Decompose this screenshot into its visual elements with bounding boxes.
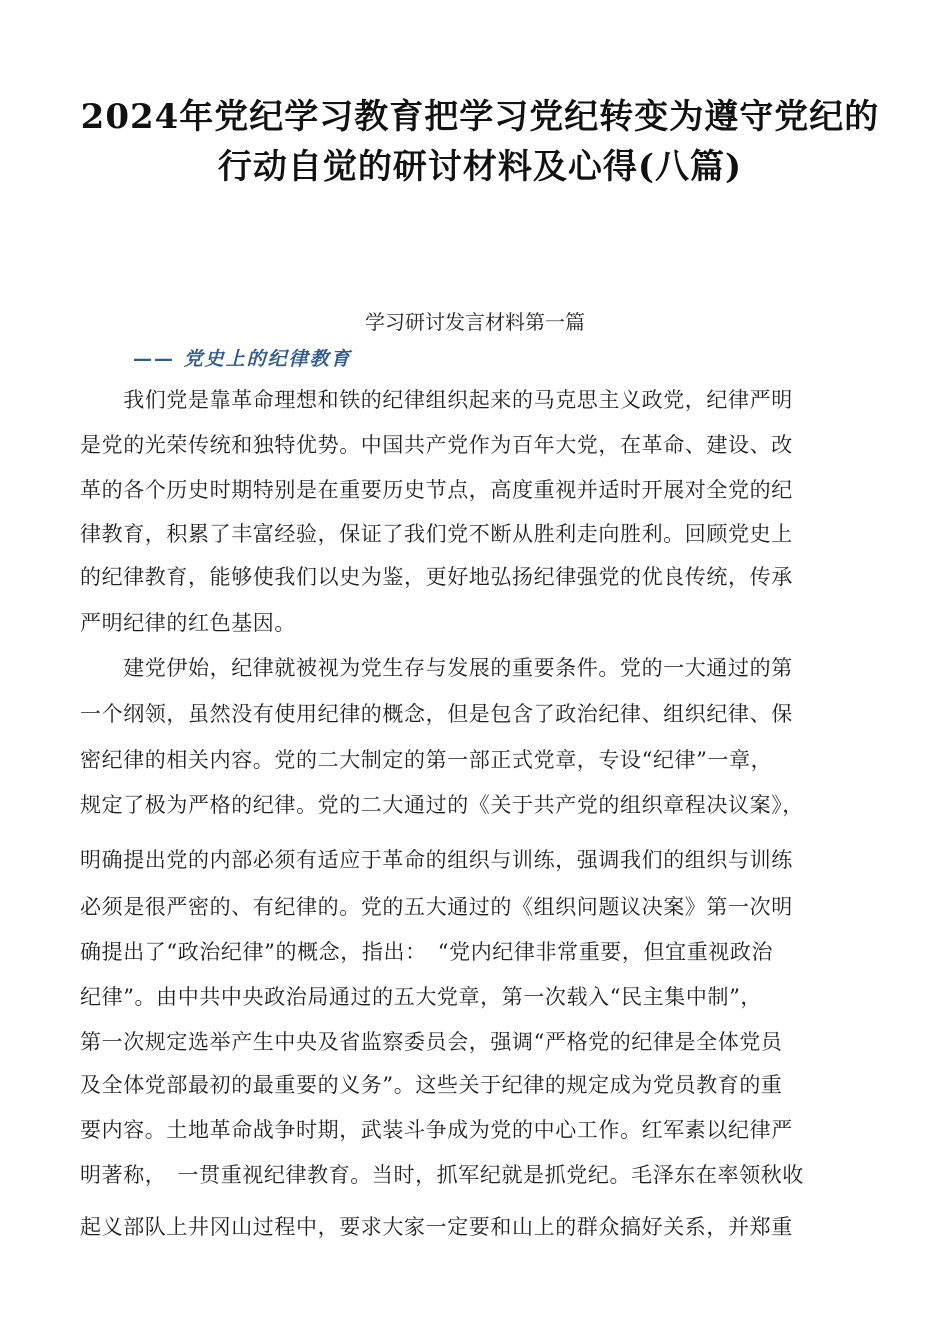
body-text-line: 是党的光荣传统和独特优势。中国共产党作为百年大党，在革命、建设、改 [80, 433, 793, 457]
subheading: —— 党史上的纪律教育 [133, 348, 352, 370]
body-text-line: 密纪律的相关内容。党的二大制定的第一部正式党章，专设“纪律”一章， [80, 748, 773, 772]
body-text-line: 必须是很严密的、有纪律的。党的五大通过的《组织问题议决案》第一次明 [80, 895, 793, 919]
document-title-line-1: 2024年党纪学习教育把学习党纪转变为遵守党纪的 [80, 97, 880, 137]
body-text-line: 及全体党部最初的最重要的义务”。这些关于纪律的规定成为党员教育的重 [80, 1073, 783, 1097]
body-text-line: 明著称， 一贯重视纪律教育。当时，抓军纪就是抓党纪。毛泽东在率领秋收 [80, 1163, 804, 1187]
body-text-line: 纪律”。由中共中央政治局通过的五大党章，第一次载入“民主集中制”， [80, 985, 763, 1009]
body-text-line: 我们党是靠革命理想和铁的纪律组织起来的马克思主义政党，纪律严明 [80, 388, 793, 412]
body-text-line: 起义部队上井冈山过程中，要求大家一定要和山上的群众搞好关系，并郑重 [80, 1215, 793, 1239]
body-text-line: 建党伊始，纪律就被视为党生存与发展的重要条件。党的一大通过的第 [80, 656, 793, 680]
body-text-line: 律教育，积累了丰富经验，保证了我们党不断从胜利走向胜利。回顾党史上 [80, 522, 793, 546]
document-title-line-2: 行动自觉的研讨材料及心得(八篇) [217, 147, 743, 187]
body-text-line: 确提出了“政治纪律”的概念，指出： “党内纪律非常重要，但宜重视政治 [80, 940, 774, 964]
body-text-line: 一个纲领，虽然没有使用纪律的概念，但是包含了政治纪律、组织纪律、保 [80, 702, 793, 726]
body-text-line: 的纪律教育，能够使我们以史为鉴，更好地弘扬纪律强党的优良传统，传承 [80, 565, 793, 589]
section-title: 学习研讨发言材料第一篇 [365, 310, 585, 334]
body-text-line: 第一次规定选举产生中央及省监察委员会，强调“严格党的纪律是全体党员 [80, 1030, 783, 1054]
body-text-line: 严明纪律的红色基因。 [80, 611, 296, 635]
body-text-line: 明确提出党的内部必须有适应于革命的组织与训练，强调我们的组织与训练 [80, 848, 793, 872]
body-text-line: 革的各个历史时期特别是在重要历史节点，高度重视并适时开展对全党的纪 [80, 478, 793, 502]
body-text-line: 规定了极为严格的纪律。党的二大通过的《关于共产党的组织章程决议案》， [80, 793, 804, 817]
document-title [80, 92, 880, 192]
body-text-line: 要内容。土地革命战争时期，武装斗争成为党的中心工作。红军素以纪律严 [80, 1118, 793, 1142]
